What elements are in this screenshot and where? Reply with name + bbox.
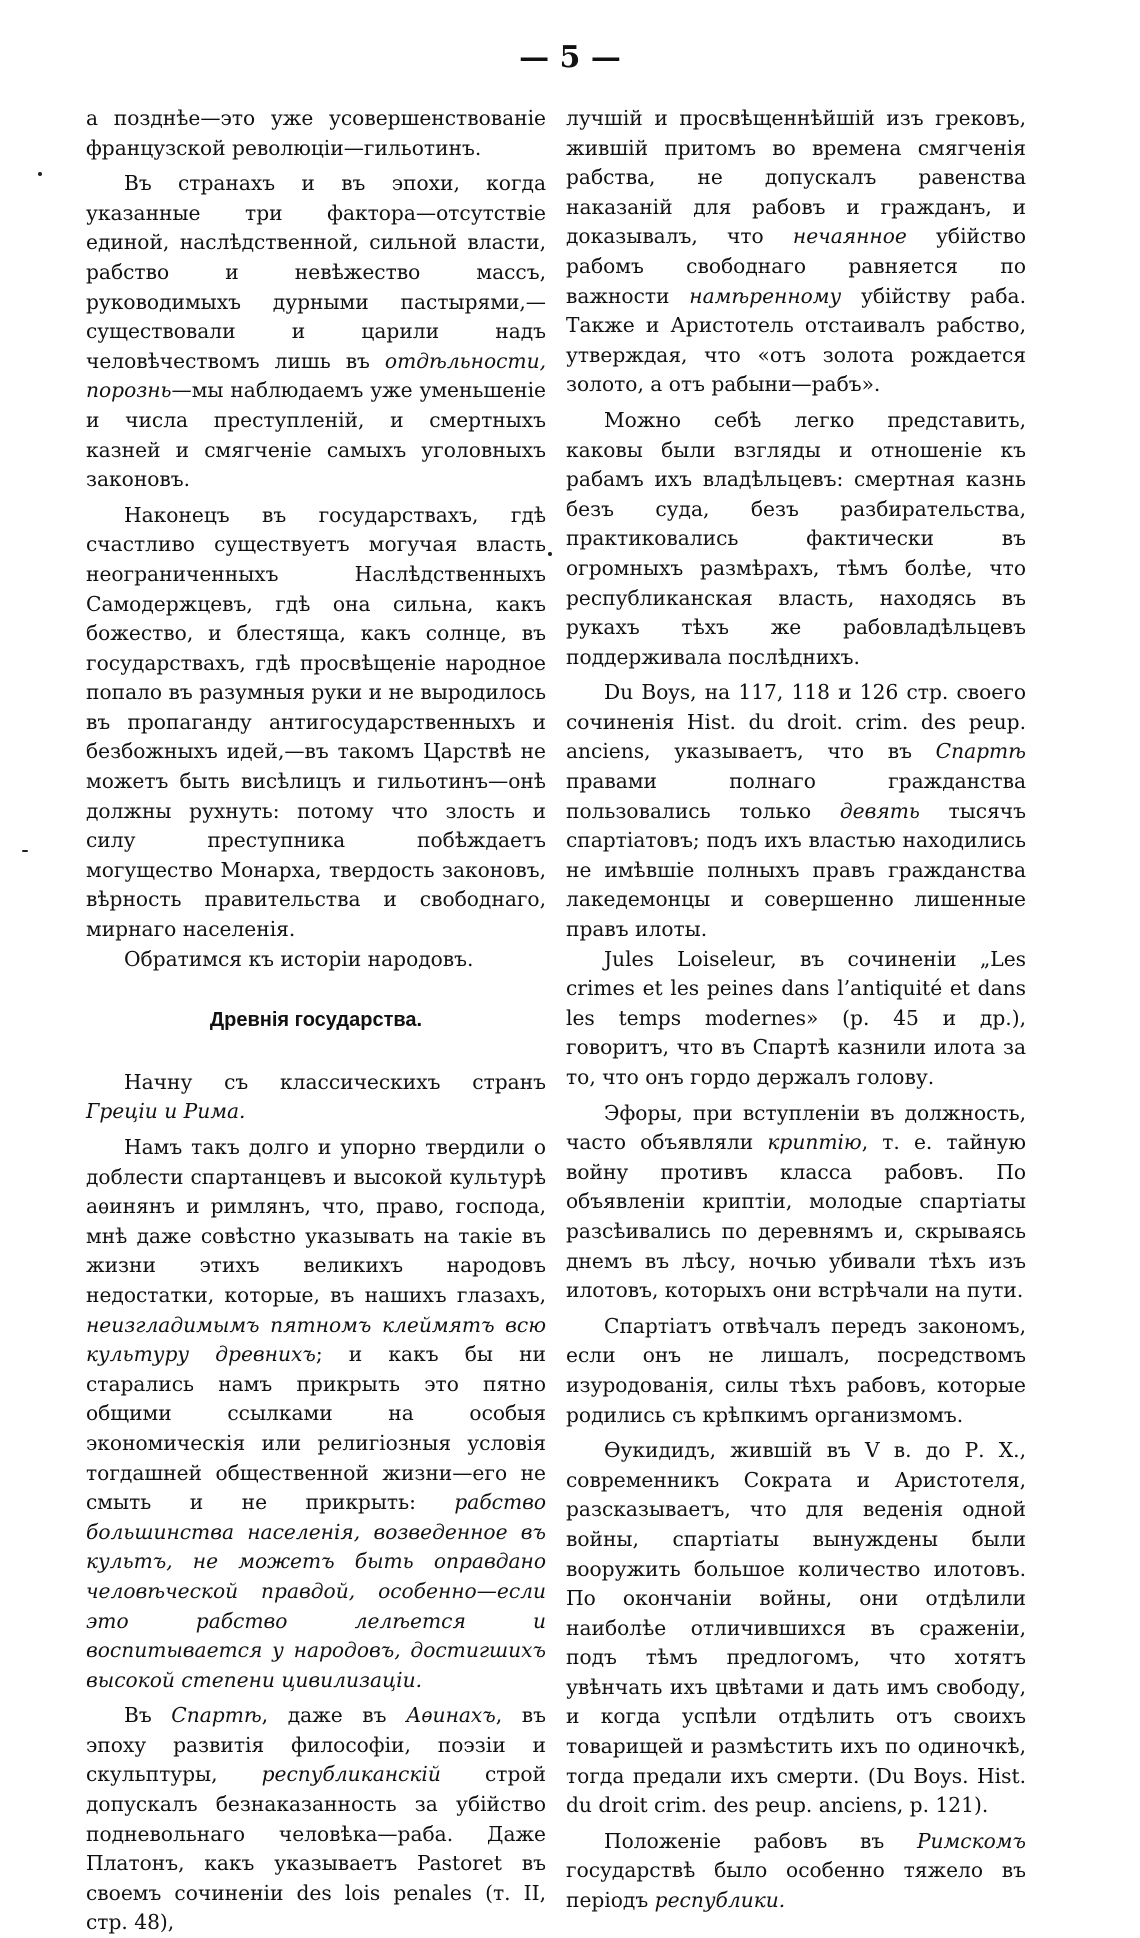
paragraph bbox=[86, 1068, 546, 1127]
italic-emphasis: республиканскій bbox=[261, 1762, 441, 1787]
italic-emphasis: Спартѣ bbox=[171, 1703, 262, 1728]
paragraph-text: Наконецъ въ государствахъ, гдѣ счастливо существуетъ могучая власть неограниченныхъ Наслѣдственныхъ Самодержцевъ, гдѣ она сильна, какъ божество, и блестяща, какъ солнце, въ государствахъ, гдѣ просвѣщеніе народное попало въ разумныя руки и не выродилось въ пропаганду антигосударственныхъ и безбожныхъ идей,—въ такомъ Царствѣ не можетъ быть висѣлицъ и гильотинъ—онѣ должны рухнуть: потому что злость и силу преступника побѣждаетъ могущество Монарха, твердость законовъ, вѣрность правительства и свободнаго, мирнаго населенія. bbox=[86, 502, 546, 942]
right-column bbox=[566, 104, 1026, 1916]
print-mark bbox=[22, 850, 28, 852]
paragraph-text: Начну съ классическихъ странъ bbox=[124, 1069, 546, 1094]
paragraph-text: тысячъ спартіатовъ; подъ ихъ властью находились не имѣвшіе полныхъ правъ гражданства лакедемонцы и совершенно лишенные правъ илоты. bbox=[566, 798, 1026, 942]
paragraph-text: Намъ такъ долго и упорно твердили о доблести спартанцевъ и высокой культурѣ аѳинянъ и римлянъ, что, право, господа, мнѣ даже совѣстно указывать на такіе въ жизни этихъ великихъ народовъ недостатки, которые, въ нашихъ глазахъ, bbox=[86, 1135, 546, 1307]
paragraph bbox=[86, 169, 546, 495]
paragraph bbox=[566, 406, 1026, 672]
paragraph-text: , т. е. тайную войну противъ класса рабовъ. По объявленіи криптіи, молодые спартіаты разсѣивались по деревнямъ и, скрываясь днемъ въ лѣсу, ночью убивали тѣхъ изъ илотовъ, которыхъ они встрѣчали на пути. bbox=[566, 1130, 1026, 1303]
paragraph-text: —мы наблюдаемъ уже уменьшеніе и числа преступленій, и смертныхъ казней и смягченіе самыхъ уголовныхъ законовъ. bbox=[86, 378, 546, 492]
paragraph-text: лучшій и просвѣщеннѣйшій изъ грековъ, жившій притомъ во времена смягченія рабства, не допускалъ равенства наказаній для рабовъ и гражданъ, и доказывалъ, что bbox=[566, 106, 1026, 249]
paragraph-text: Du Boys, на 117, 118 и 126 стр. своего сочиненія Hist. du droit. crim. des peup. anciens, указываетъ, что въ bbox=[566, 680, 1026, 764]
italic-emphasis: Спартѣ bbox=[935, 739, 1026, 764]
paragraph bbox=[86, 501, 546, 945]
paragraph-text: Въ странахъ и въ эпохи, когда указанные три фактора—отсутствіе единой, наслѣдственной, сильной власти, рабство и невѣжество массъ, руководимыхъ дурными пастырями,—существовали и царили надъ человѣчествомъ лишь въ bbox=[86, 171, 546, 373]
paragraph bbox=[566, 1436, 1026, 1821]
paragraph-text: Въ bbox=[124, 1703, 172, 1728]
paragraph-text: ; и какъ бы ни старались намъ прикрыть это пятно общими ссылками на особыя экономическія или религіозныя условія тогдашней общественной жизни—его не смыть и не прикрыть: bbox=[86, 1342, 546, 1515]
paragraph-text: правами полнаго гражданства пользовались только bbox=[566, 769, 1026, 823]
italic-emphasis: республики. bbox=[654, 1888, 786, 1913]
italic-emphasis: нечаянное bbox=[792, 224, 907, 249]
italic-emphasis: отдѣльности, порознь bbox=[86, 348, 546, 403]
paragraph-text: Положеніе рабовъ въ bbox=[604, 1828, 917, 1853]
paragraph-text: Jules Loiseleur, въ сочиненіи „Les crimes et les peines dans l’antiquité et dans les temps modernes» (р. 45 и др.), говоритъ, что въ Спартѣ казнили илота за то, что онъ гордо держалъ голову. bbox=[566, 946, 1026, 1089]
paragraph bbox=[566, 104, 1026, 400]
paragraph bbox=[566, 1312, 1026, 1430]
paragraph bbox=[566, 678, 1026, 944]
paragraph-text: государствѣ было особенно тяжело въ періодъ bbox=[566, 1858, 1026, 1913]
paragraph-text: , въ эпоху развитія философіи, поэзіи и скульптуры, bbox=[86, 1703, 546, 1787]
paragraph bbox=[86, 1701, 546, 1938]
paragraph bbox=[86, 945, 546, 975]
italic-emphasis: неизгладимымъ пятномъ клеймятъ всю культуру древнихъ bbox=[86, 1312, 546, 1367]
paragraph-text: а позднѣе—это уже усовершенствованіе французской революціи—гильотинъ. bbox=[86, 106, 546, 160]
italic-emphasis: Греціи и Рима. bbox=[86, 1099, 246, 1124]
paragraph-text: строй допускалъ безнаказанность за убійство подневольнаго человѣка—раба. Даже Платонъ, какъ указываетъ Pastoret въ своемъ сочиненіи des lois penales (т. II, стр. 48), bbox=[86, 1762, 546, 1935]
italic-emphasis: криптію bbox=[767, 1130, 862, 1155]
paragraph bbox=[566, 945, 1026, 1093]
paragraph bbox=[86, 1133, 546, 1695]
paragraph-text: Эфоры, при вступленіи въ должность, часто объявляли bbox=[566, 1100, 1026, 1155]
print-mark bbox=[38, 172, 42, 176]
print-mark bbox=[548, 552, 552, 556]
paragraph bbox=[566, 1827, 1026, 1916]
italic-emphasis: девять bbox=[839, 798, 920, 823]
section-heading: Древнія государства. bbox=[209, 1009, 423, 1032]
paragraph bbox=[86, 104, 546, 163]
paragraph-text: , даже въ bbox=[261, 1703, 407, 1728]
paragraph-text: Ѳукидидъ, жившій въ V в. до Р. Х., современникъ Сократа и Аристотеля, разсказываетъ, что для веденія одной войны, спартіаты вынуждены были вооружить большое количество илотовъ. По окончаніи войны, они отдѣлили наиболѣе отличившихся въ сраженіи, подъ тѣмъ предлогомъ, что хотятъ увѣнчать ихъ цвѣтами и дать имъ свободу, и когда успѣли отдѣлить отъ своихъ товарищей и размѣстить ихъ по одиночкѣ, тогда предали ихъ смерти. (Du Boys. Hist. du droit crim. des peup. anciens, р. 121). bbox=[566, 1438, 1026, 1818]
paragraph-text: Обратимся къ исторіи народовъ. bbox=[124, 946, 474, 971]
paragraph-text: Спартіатъ отвѣчалъ передъ закономъ, если онъ не лишалъ, посредствомъ изуродованія, силы тѣхъ рабовъ, которые родились съ крѣпкимъ организмомъ. bbox=[566, 1313, 1026, 1427]
italic-emphasis: рабство большинства населенія, возведенное въ культъ, не можетъ быть оправдано человѣческой правдой, особенно—если это рабство лелѣется и воспитывается у народовъ, достигшихъ высокой степени цивилизаціи. bbox=[86, 1490, 546, 1692]
paragraph-text: убійству раба. Также и Аристотель отстаивалъ рабство, утверждая, что «отъ золота рождается золото, а отъ рабыни—рабъ». bbox=[566, 283, 1026, 397]
page-number: — 5 — bbox=[519, 40, 621, 75]
paragraph-text: убійство рабомъ свободнаго равняется по важности bbox=[566, 224, 1026, 308]
italic-emphasis: намѣренному bbox=[689, 283, 842, 308]
paragraph bbox=[566, 1099, 1026, 1306]
italic-emphasis: Римскомъ bbox=[916, 1828, 1026, 1853]
left-column bbox=[86, 104, 546, 1938]
paragraph-text: Можно себѣ легко представить, каковы были взгляды и отношеніе къ рабамъ ихъ владѣльцевъ: смертная казнь безъ суда, безъ разбирательства, практиковались фактически въ огромныхъ размѣрахъ, тѣмъ болѣе, что республиканская власть, находясь въ рукахъ тѣхъ же рабовладѣльцевъ поддерживала послѣднихъ. bbox=[566, 407, 1026, 669]
italic-emphasis: Аѳинахъ bbox=[406, 1703, 496, 1728]
